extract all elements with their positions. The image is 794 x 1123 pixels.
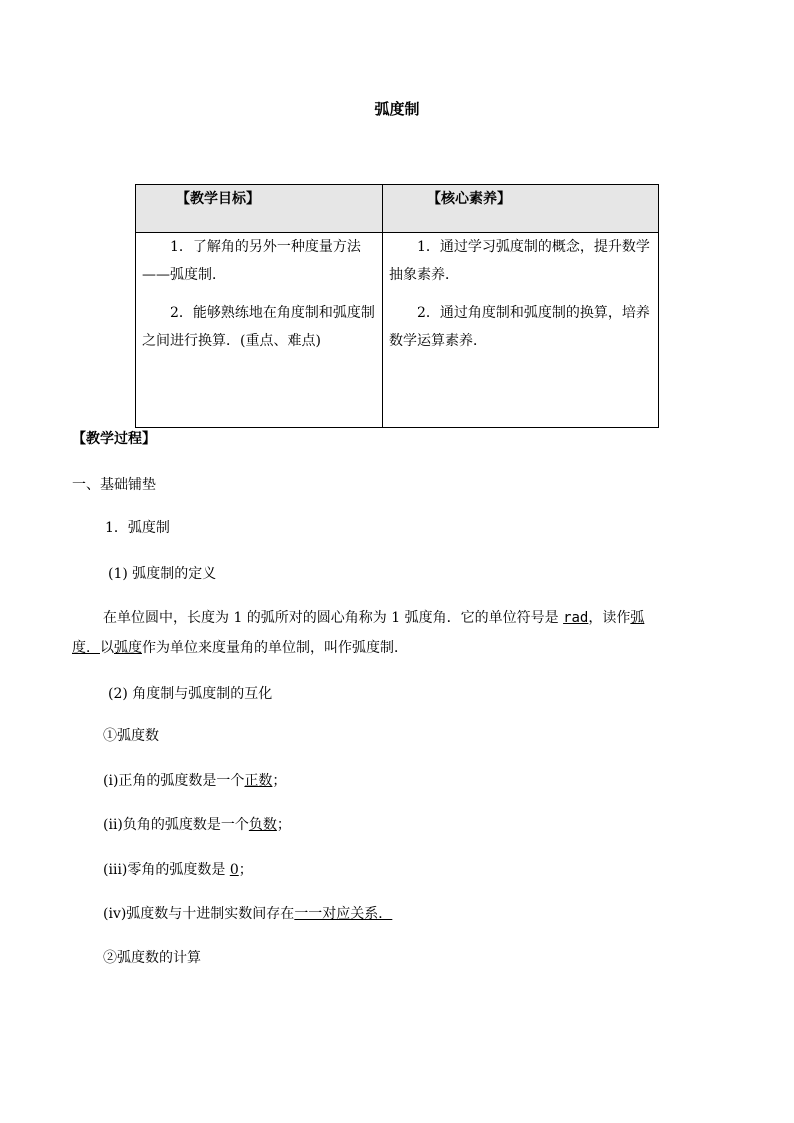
teaching-goals-cell xyxy=(136,233,383,428)
teaching-goals-header: 【教学目标】 xyxy=(136,185,383,233)
unit-symbol: rad xyxy=(563,610,589,626)
core-literacy-cell xyxy=(383,233,659,428)
objectives-table xyxy=(135,184,659,428)
item-text: (ⅰ)正角的弧度数是一个 xyxy=(103,773,245,789)
reading-answer: 度． xyxy=(72,640,100,656)
goal-item: 1．了解角的另外一种度量方法——弧度制． xyxy=(142,239,361,283)
page-title: 弧度制 xyxy=(374,100,420,118)
list-item xyxy=(103,859,253,879)
process-heading: 【教学过程】 xyxy=(72,431,156,447)
item-answer: 正数 xyxy=(244,773,273,789)
unit-name-answer: 弧度 xyxy=(114,640,142,656)
reading-answer: 弧 xyxy=(630,610,645,626)
list-item xyxy=(103,903,392,923)
definition-text: 在单位圆中，长度为 1 的弧所对的圆心角称为 1 弧度角．它的单位符号是 xyxy=(103,610,564,626)
item-answer: 一一对应关系． xyxy=(294,906,393,922)
item-text: (ⅳ)弧度数与十进制实数间存在 xyxy=(103,906,295,922)
item-text: ； xyxy=(276,817,291,833)
definition-text: 以 xyxy=(100,640,114,656)
definition-text: ，读作 xyxy=(588,610,631,626)
literacy-item: 2．通过角度制和弧度制的换算，培养数学运算素养． xyxy=(389,305,650,349)
item-text: (ⅱ)负角的弧度数是一个 xyxy=(103,817,249,833)
definition-line-1 xyxy=(103,607,644,627)
literacy-item: 1．通过学习弧度制的概念，提升数学抽象素养． xyxy=(389,239,650,283)
item-text: ； xyxy=(238,862,253,878)
circled-item: ①弧度数 xyxy=(103,728,159,744)
subsection-heading: 1．弧度制 xyxy=(105,520,170,536)
item-text: (ⅲ)零角的弧度数是 xyxy=(103,862,230,878)
item-answer: 负数 xyxy=(248,817,277,833)
subsection-title: (1) 弧度制的定义 xyxy=(108,566,217,582)
list-item xyxy=(103,814,291,834)
circled-item: ②弧度数的计算 xyxy=(103,950,201,966)
item-answer: 0 xyxy=(229,862,239,878)
item-text: ； xyxy=(272,773,287,789)
subsection-title: (2) 角度制与弧度制的互化 xyxy=(108,686,273,702)
section-heading: 一、基础铺垫 xyxy=(72,477,156,493)
core-literacy-header: 【核心素养】 xyxy=(383,185,659,233)
definition-text: 作为单位来度量角的单位制，叫作弧度制． xyxy=(142,640,408,656)
goal-item: 2．能够熟练地在角度制和弧度制之间进行换算．(重点、难点) xyxy=(142,305,375,349)
list-item xyxy=(103,770,286,790)
definition-line-2 xyxy=(72,637,408,657)
